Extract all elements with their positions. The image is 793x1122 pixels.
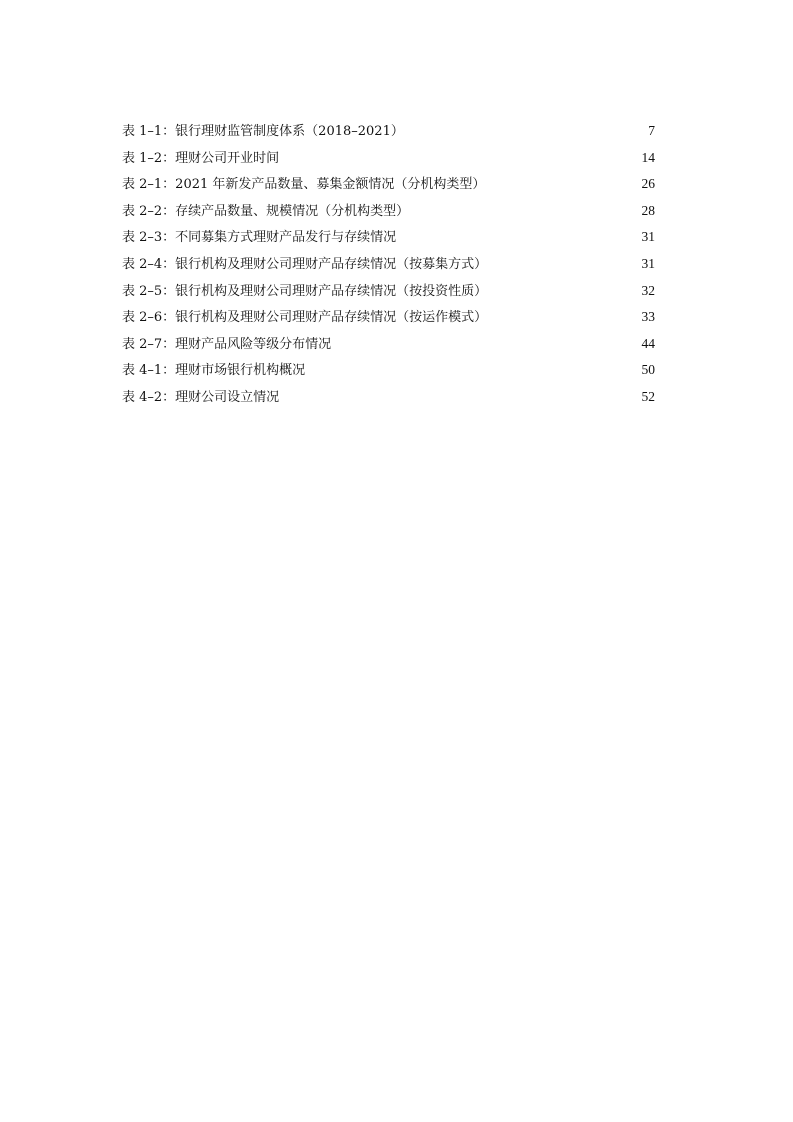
- toc-entry[interactable]: [122, 171, 655, 198]
- toc-entry-label: 表 2–1：2021 年新发产品数量、募集金额情况（分机构类型）: [122, 177, 486, 193]
- toc-entry[interactable]: [122, 304, 655, 331]
- toc-entry[interactable]: [122, 331, 655, 358]
- toc-entry-label: 表 4–2：理财公司设立情况: [122, 389, 280, 405]
- toc-entry[interactable]: [122, 224, 655, 251]
- toc-entry[interactable]: [122, 251, 655, 278]
- toc-entry-page-number: 26: [641, 176, 655, 192]
- toc-entry[interactable]: [122, 357, 655, 384]
- toc-entry-label: 表 2–4：银行机构及理财公司理财产品存续情况（按募集方式）: [122, 256, 488, 272]
- toc-entry-page-number: 14: [641, 149, 655, 165]
- toc-entry-page-number: 50: [641, 362, 655, 378]
- table-of-tables: [122, 118, 655, 411]
- toc-entry[interactable]: [122, 278, 655, 305]
- toc-entry-page-number: 28: [641, 202, 655, 218]
- toc-entry-page-number: 7: [648, 123, 655, 138]
- toc-entry-label: 表 2–3：不同募集方式理财产品发行与存续情况: [122, 230, 397, 246]
- toc-entry-label: 表 2–6：银行机构及理财公司理财产品存续情况（按运作模式）: [122, 310, 488, 326]
- toc-entry-label: 表 2–5：银行机构及理财公司理财产品存续情况（按投资性质）: [122, 283, 488, 299]
- toc-entry-page-number: 33: [641, 309, 655, 325]
- toc-entry-page-number: 44: [641, 335, 655, 351]
- toc-entry[interactable]: [122, 118, 655, 145]
- toc-entry-page-number: 31: [641, 255, 655, 271]
- toc-entry-label: 表 2–2：存续产品数量、规模情况（分机构类型）: [122, 203, 410, 219]
- toc-entry[interactable]: [122, 198, 655, 225]
- toc-entry[interactable]: [122, 145, 655, 172]
- toc-entry-label: 表 2–7：理财产品风险等级分布情况: [122, 336, 332, 352]
- toc-entry[interactable]: [122, 384, 655, 411]
- toc-entry-page-number: 52: [641, 388, 655, 404]
- toc-entry-label: 表 1–1：银行理财监管制度体系（2018–2021）: [122, 124, 404, 139]
- toc-entry-label: 表 1–2：理财公司开业时间: [122, 150, 280, 166]
- toc-entry-label: 表 4–1：理财市场银行机构概况: [122, 363, 306, 379]
- toc-entry-page-number: 31: [641, 229, 655, 245]
- toc-entry-page-number: 32: [641, 282, 655, 298]
